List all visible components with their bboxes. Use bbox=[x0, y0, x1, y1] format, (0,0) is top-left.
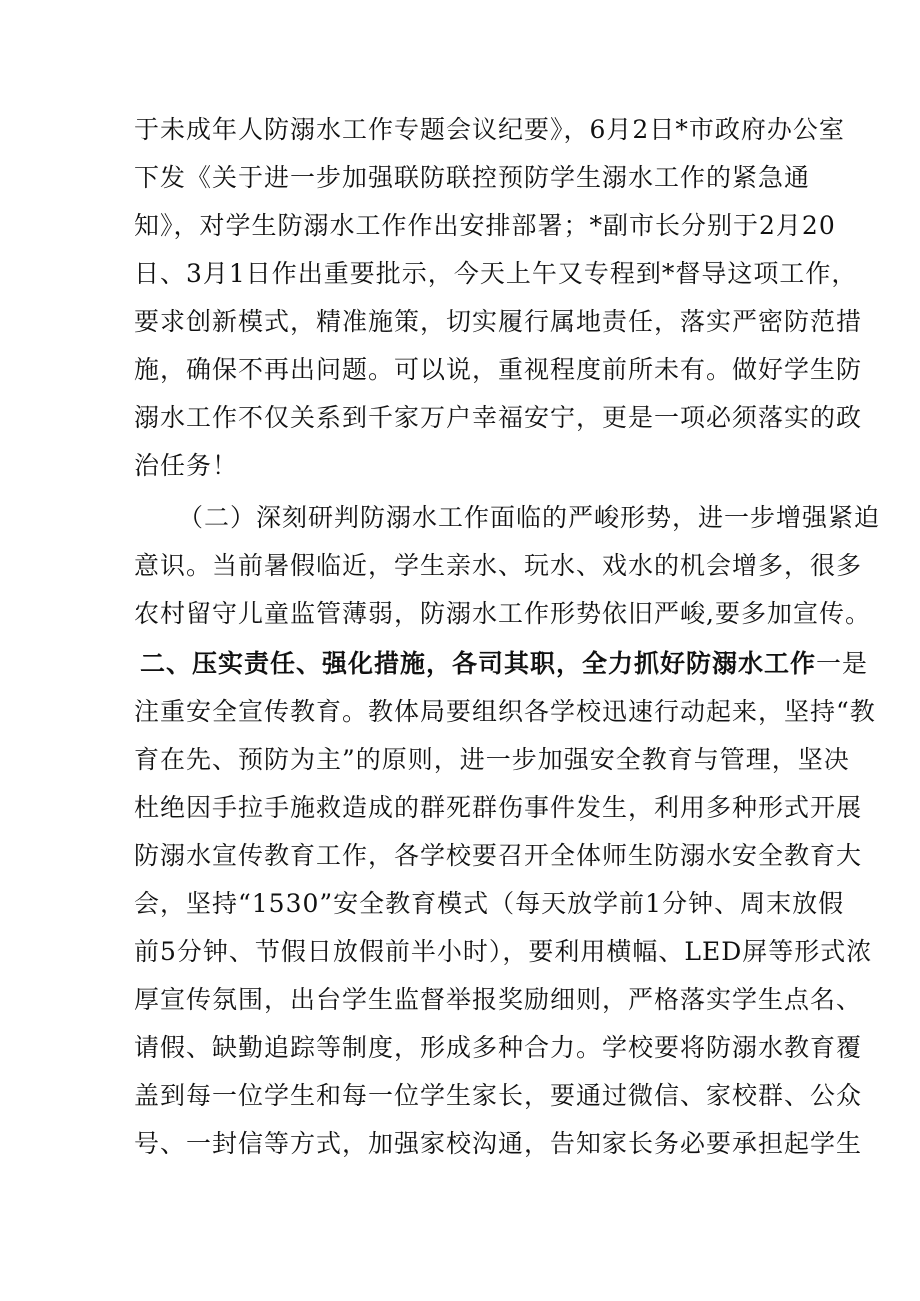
text-line: 号、一封信等方式，加强家校沟通，告知家长务必要承担起学生 bbox=[134, 1129, 863, 1158]
text-line: 要求创新模式，精准施策，切实履行属地责任，落实严密防范措 bbox=[134, 307, 863, 336]
text-line: 防溺水宣传教育工作，各学校要召开全体师生防溺水安全教育大 bbox=[134, 841, 863, 870]
section-heading: 二、压实责任、强化措施，各司其职，全力抓好防溺水工作 bbox=[140, 649, 817, 678]
text-line: 育在先、预防为主”的原则，进一步加强安全教育与管理，坚决 bbox=[134, 745, 850, 774]
text-line: 下发《关于进一步加强联防联控预防学生溺水工作的紧急通 bbox=[134, 163, 811, 192]
text-line: 厚宣传氛围，出台学生监督举报奖励细则，严格落实学生点名、 bbox=[134, 985, 863, 1014]
text-fragment: 一是 bbox=[816, 649, 869, 678]
text-line: 施，确保不再出问题。可以说，重视程度前所未有。做好学生防 bbox=[134, 355, 863, 384]
text-line: 杜绝因手拉手施救造成的群死群伤事件发生，利用多种形式开展 bbox=[134, 793, 863, 822]
text-line: 溺水工作不仅关系到千家万户幸福安宁，更是一项必须落实的政 bbox=[134, 403, 863, 432]
text-line: 治任务！ bbox=[134, 451, 239, 480]
text-line: 盖到每一位学生和每一位学生家长，要通过微信、家校群、公众 bbox=[134, 1081, 863, 1110]
text-line: 知》，对学生防溺水工作作出安排部署；*副市长分别于2月20 bbox=[134, 211, 836, 240]
section-heading-line bbox=[140, 649, 869, 679]
text-line: 会，坚持“1530”安全教育模式（每天放学前1分钟、周末放假 bbox=[134, 889, 845, 918]
text-line: 前5分钟、节假日放假前半小时），要利用横幅、LED屏等形式浓 bbox=[134, 937, 873, 966]
text-line: 注重安全宣传教育。教体局要组织各学校迅速行动起来，坚持“教 bbox=[134, 697, 876, 726]
text-line: 请假、缺勤追踪等制度，形成多种合力。学校要将防溺水教育覆 bbox=[134, 1033, 863, 1062]
text-line: 于未成年人防溺水工作专题会议纪要》，6月2日*市政府办公室 bbox=[134, 115, 845, 144]
section-paragraph-start: （二）深刻研判防溺水工作面临的严峻形势，进一步增强紧迫 bbox=[178, 503, 881, 532]
text-line: 日、3月1日作出重要批示，今天上午又专程到*督导这项工作， bbox=[134, 259, 858, 288]
text-line: 意识。当前暑假临近，学生亲水、玩水、戏水的机会增多，很多 bbox=[134, 551, 863, 580]
text-line: 农村留守儿童监管薄弱，防溺水工作形势依旧严峻,要多加宣传。 bbox=[134, 599, 871, 628]
